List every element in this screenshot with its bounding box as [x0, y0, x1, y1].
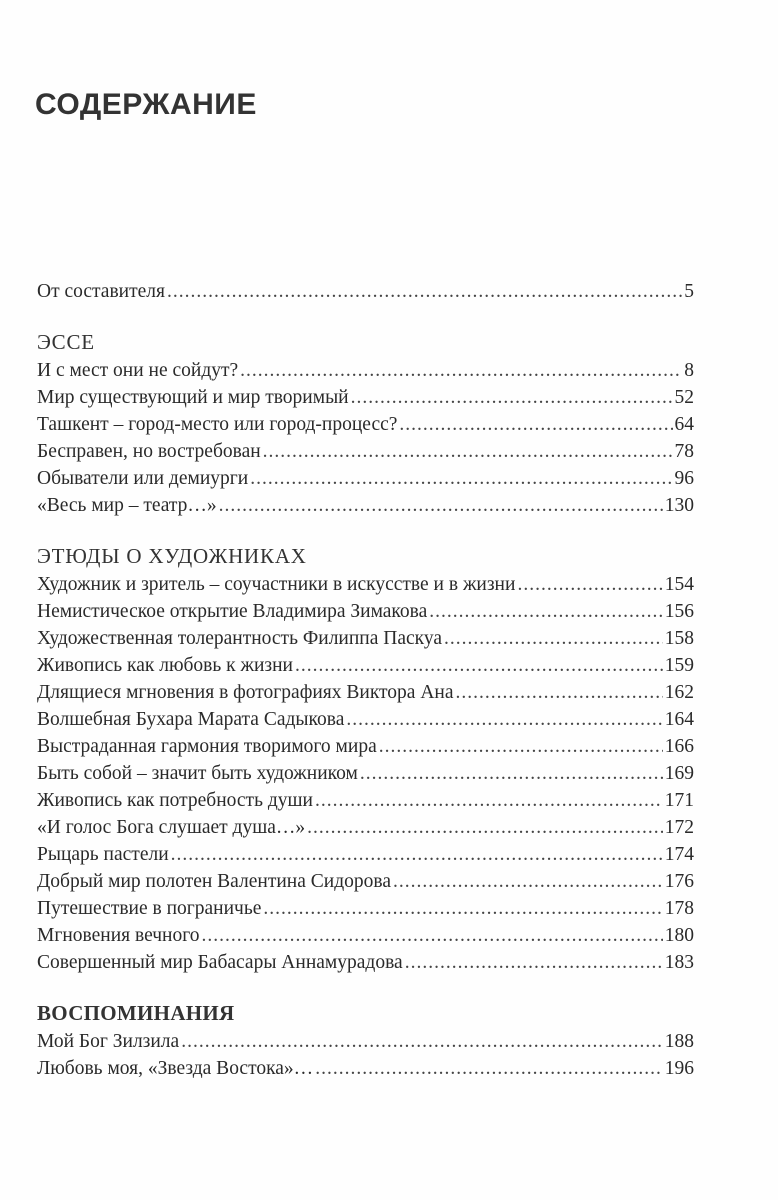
section-heading: ЭССЕ — [37, 330, 95, 354]
toc-entry-title: Мир существующий и мир творимый — [37, 387, 349, 408]
toc-entry-title: Ташкент – город-место или город-процесс? — [37, 414, 398, 435]
toc-entry-title: Обыватели или демиурги — [37, 468, 249, 489]
toc-leader-dots — [295, 652, 663, 679]
toc-leader-dots — [219, 492, 663, 519]
toc-leader-dots — [379, 733, 663, 760]
toc-entry-title: Живопись как потребность души — [37, 790, 313, 811]
toc-entry — [37, 787, 694, 814]
toc-leader-dots — [315, 1055, 663, 1082]
toc-entry-title: Рыцарь пастели — [37, 844, 169, 865]
toc-entry-title: Художественная толерантность Филиппа Паскуа — [37, 628, 442, 649]
toc-entry — [37, 949, 694, 976]
toc-entry-title: Мгновения вечного — [37, 925, 200, 946]
toc-entry-title: От составителя — [37, 281, 165, 302]
toc-entry-page: 196 — [664, 1058, 694, 1079]
toc-leader-dots — [263, 895, 662, 922]
toc-entry-page: 183 — [664, 952, 694, 973]
toc-leader-dots — [240, 357, 682, 384]
toc-entry-title: Длящиеся мгновения в фотографиях Виктора Ана — [37, 682, 454, 703]
page-title: СОДЕРЖАНИЕ — [35, 88, 257, 121]
toc-leader-dots — [250, 465, 672, 492]
toc-entry — [37, 841, 694, 868]
toc-entry-page: 154 — [664, 574, 694, 595]
toc-entry-title: Совершенный мир Бабасары Аннамурадова — [37, 952, 403, 973]
toc-entry-page: 64 — [674, 414, 694, 435]
toc-entry — [37, 571, 694, 598]
toc-entry — [37, 492, 694, 519]
toc-entry-title: Выстраданная гармония творимого мира — [37, 736, 377, 757]
toc-entry — [37, 598, 694, 625]
toc-entry-title: Художник и зритель – соучастники в искусстве и в жизни — [37, 574, 516, 595]
toc-entry-page: 176 — [664, 871, 694, 892]
section-artist-sketches — [37, 541, 694, 976]
toc-leader-dots — [456, 679, 663, 706]
toc-entry-title: «Весь мир – театр…» — [37, 495, 217, 516]
toc-entry-title: Быть собой – значит быть художником — [37, 763, 358, 784]
toc-entry — [37, 922, 694, 949]
toc-entry-title: Любовь моя, «Звезда Востока»… — [37, 1058, 314, 1079]
toc-entry — [37, 625, 694, 652]
toc-leader-dots — [202, 922, 663, 949]
toc-leader-dots — [315, 787, 663, 814]
toc-entry-page: 96 — [674, 468, 694, 489]
toc-entry-title: Волшебная Бухара Марата Садыкова — [37, 709, 345, 730]
table-of-contents — [37, 278, 694, 1082]
toc-entry-page: 5 — [684, 281, 694, 302]
toc-entry-page: 178 — [664, 898, 694, 919]
toc-entry-page: 8 — [684, 360, 694, 381]
section-essays — [37, 327, 694, 519]
toc-entry-title: Путешествие в пограничье — [37, 898, 262, 919]
toc-leader-dots — [167, 278, 682, 305]
toc-entry — [37, 652, 694, 679]
toc-entry-title: Мой Бог Зилзила — [37, 1031, 180, 1052]
toc-entry-title: Живопись как любовь к жизни — [37, 655, 293, 676]
toc-entry — [37, 384, 694, 411]
toc-leader-dots — [517, 571, 662, 598]
toc-entry — [37, 465, 694, 492]
toc-entry — [37, 895, 694, 922]
toc-entry-title: «И голос Бога слушает душа…» — [37, 817, 306, 838]
toc-entry-page: 78 — [674, 441, 694, 462]
toc-leader-dots — [346, 706, 662, 733]
toc-leader-dots — [399, 411, 672, 438]
toc-entry — [37, 706, 694, 733]
toc-entry-page: 166 — [664, 736, 694, 757]
toc-entry — [37, 1028, 694, 1055]
toc-entry-page: 52 — [674, 387, 694, 408]
toc-entry-title: Добрый мир полотен Валентина Сидорова — [37, 871, 391, 892]
toc-entry-page: 158 — [664, 628, 694, 649]
section-memoirs — [37, 998, 694, 1082]
toc-entry-page: 156 — [664, 601, 694, 622]
toc-entry-page: 180 — [664, 925, 694, 946]
toc-entry — [37, 679, 694, 706]
section-heading: ЭТЮДЫ О ХУДОЖНИКАХ — [37, 544, 307, 568]
toc-entry — [37, 438, 694, 465]
toc-leader-dots — [429, 598, 662, 625]
toc-entry — [37, 814, 694, 841]
toc-entry-title: Бесправен, но востребован — [37, 441, 261, 462]
toc-leader-dots — [307, 814, 663, 841]
toc-entry-page: 159 — [664, 655, 694, 676]
toc-entry-page: 164 — [664, 709, 694, 730]
toc-entry-page: 174 — [664, 844, 694, 865]
toc-leader-dots — [360, 760, 663, 787]
toc-entry-page: 169 — [664, 763, 694, 784]
toc-entry-page: 172 — [664, 817, 694, 838]
section-heading: ВОСПОМИНАНИЯ — [37, 1001, 235, 1025]
toc-entry-page: 171 — [664, 790, 694, 811]
toc-entry — [37, 1055, 694, 1082]
toc-leader-dots — [351, 384, 673, 411]
toc-entry — [37, 278, 694, 305]
toc-entry — [37, 868, 694, 895]
toc-entry-title: Немистическое открытие Владимира Зимакова — [37, 601, 428, 622]
toc-entry — [37, 733, 694, 760]
toc-leader-dots — [444, 625, 663, 652]
toc-entry — [37, 760, 694, 787]
toc-entry — [37, 411, 694, 438]
toc-entry-page: 130 — [664, 495, 694, 516]
toc-leader-dots — [263, 438, 673, 465]
toc-entry-page: 188 — [664, 1031, 694, 1052]
toc-entry-page: 162 — [664, 682, 694, 703]
toc-leader-dots — [171, 841, 663, 868]
toc-leader-dots — [405, 949, 663, 976]
toc-leader-dots — [393, 868, 663, 895]
toc-entry — [37, 357, 694, 384]
toc-leader-dots — [181, 1028, 663, 1055]
toc-entry-title: И с мест они не сойдут? — [37, 360, 239, 381]
